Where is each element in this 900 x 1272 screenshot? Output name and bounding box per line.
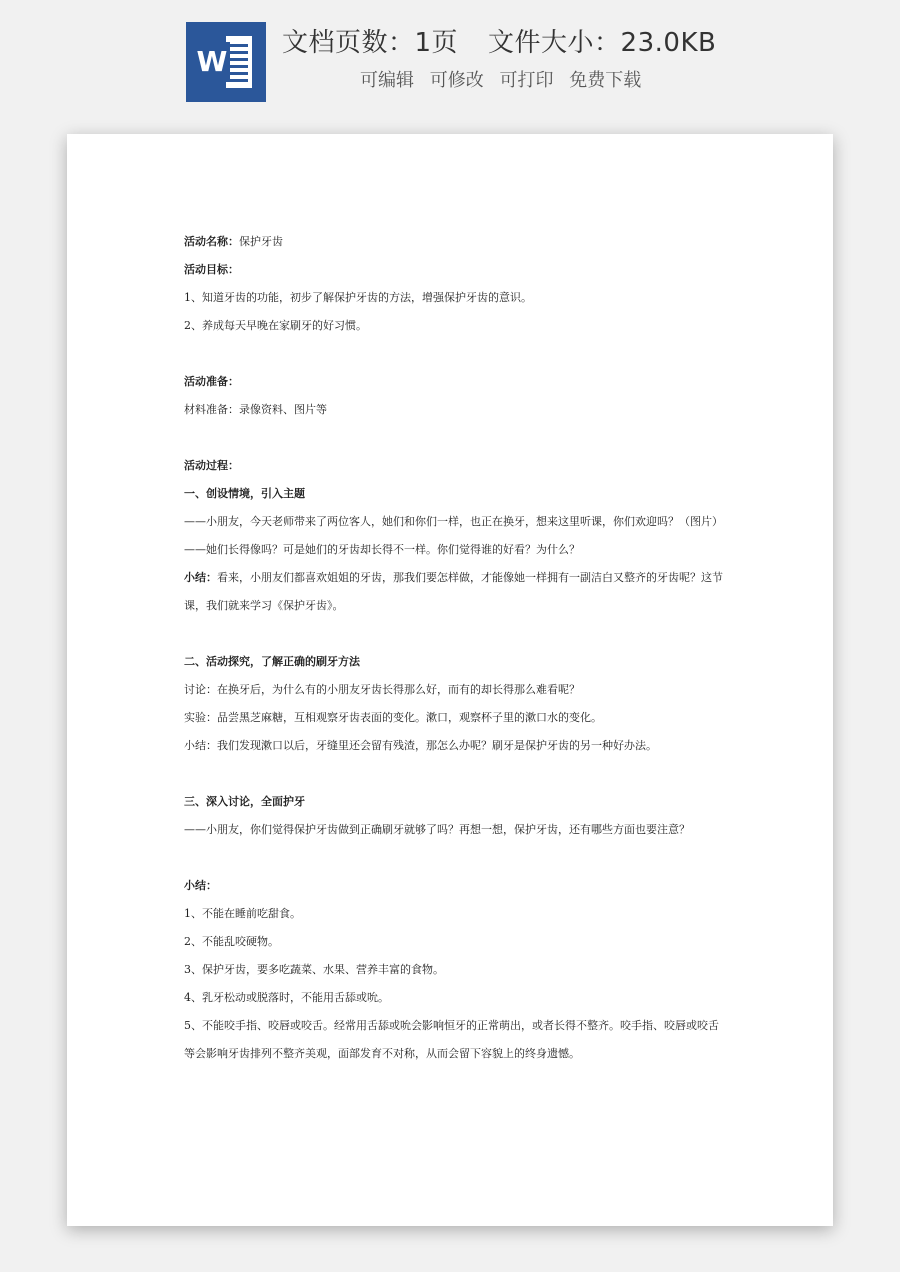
activity-name-value: 保护牙齿	[239, 235, 283, 248]
section-1-summary-text: 看来，小朋友们都喜欢姐姐的牙齿，那我们要怎样做，才能像她一样拥有一副洁白又整齐的牙齿呢？这节课，我们就来学习《保护牙齿》。	[184, 571, 723, 612]
process-heading: 活动过程：	[184, 459, 239, 472]
feature-printable: 可打印	[499, 70, 554, 91]
section-2-title: 二、活动探究，了解正确的刷牙方法	[184, 655, 360, 668]
section-1-paragraph-1: ——小朋友，今天老师带来了两位客人，她们和你们一样，也正在换牙，想来这里听课，你们欢迎吗？（图片）	[184, 515, 723, 528]
summary-item-5: 5、不能咬手指、咬唇或咬舌。经常用舌舔或吮会影响恒牙的正常萌出，或者长得不整齐。咬手指、咬唇或咬舌等会影响牙齿排列不整齐美观，面部发育不对称，从而会留下容貌上的终身遗憾。	[184, 1019, 719, 1060]
activity-name	[184, 232, 724, 260]
spacer	[184, 624, 724, 652]
feature-free-download: 免费下载	[569, 70, 642, 91]
section-1-summary	[184, 564, 724, 620]
section-2-discussion: 讨论：在换牙后，为什么有的小朋友牙齿长得那么好，而有的却长得那么难看呢？	[184, 683, 580, 696]
word-doc-icon	[186, 22, 266, 102]
section-2-experiment: 实验：品尝黑芝麻糖，互相观察牙齿表面的变化。漱口，观察杯子里的漱口水的变化。	[184, 711, 602, 724]
word-letter: W	[194, 42, 230, 82]
prep-materials: 材料准备：录像资料、图片等	[184, 403, 327, 416]
section-2-summary: 小结：我们发现漱口以后，牙缝里还会留有残渣，那怎么办呢？刷牙是保护牙齿的另一种好办法。	[184, 739, 657, 752]
spacer	[184, 428, 724, 456]
prep-heading: 活动准备：	[184, 375, 239, 388]
feature-modifiable: 可修改	[429, 70, 484, 91]
feature-list	[360, 66, 651, 92]
goal-item-2: 2、养成每天早晚在家刷牙的好习惯。	[184, 319, 367, 332]
summary-item-2: 2、不能乱咬硬物。	[184, 935, 279, 948]
goal-heading: 活动目标：	[184, 263, 239, 276]
spacer	[184, 848, 724, 876]
spacer	[184, 344, 724, 372]
document-content	[184, 232, 724, 1072]
file-size: 文件大小：23.0KB	[488, 28, 717, 58]
section-3-title: 三、深入讨论，全面护牙	[184, 795, 305, 808]
download-header	[0, 0, 900, 130]
file-info	[282, 22, 716, 59]
spacer	[184, 764, 724, 792]
page-count: 文档页数：1页	[282, 28, 459, 58]
section-1-title: 一、创设情境，引入主题	[184, 487, 305, 500]
summary-item-1: 1、不能在睡前吃甜食。	[184, 907, 301, 920]
section-1-summary-label: 小结：	[184, 571, 217, 584]
activity-name-label: 活动名称：	[184, 235, 239, 248]
feature-editable: 可编辑	[360, 70, 414, 91]
goal-item-1: 1、知道牙齿的功能，初步了解保护牙齿的方法，增强保护牙齿的意识。	[184, 291, 532, 304]
summary-heading: 小结：	[184, 879, 217, 892]
document-page	[67, 134, 833, 1226]
summary-item-3: 3、保护牙齿，要多吃蔬菜、水果、营养丰富的食物。	[184, 963, 444, 976]
summary-item-4: 4、乳牙松动或脱落时，不能用舌舔或吮。	[184, 991, 389, 1004]
section-3-paragraph-1: ——小朋友，你们觉得保护牙齿做到正确刷牙就够了吗？再想一想，保护牙齿，还有哪些方面也要注意？	[184, 823, 690, 836]
section-1-paragraph-2: ——她们长得像吗？可是她们的牙齿却长得不一样。你们觉得谁的好看？为什么？	[184, 543, 580, 556]
